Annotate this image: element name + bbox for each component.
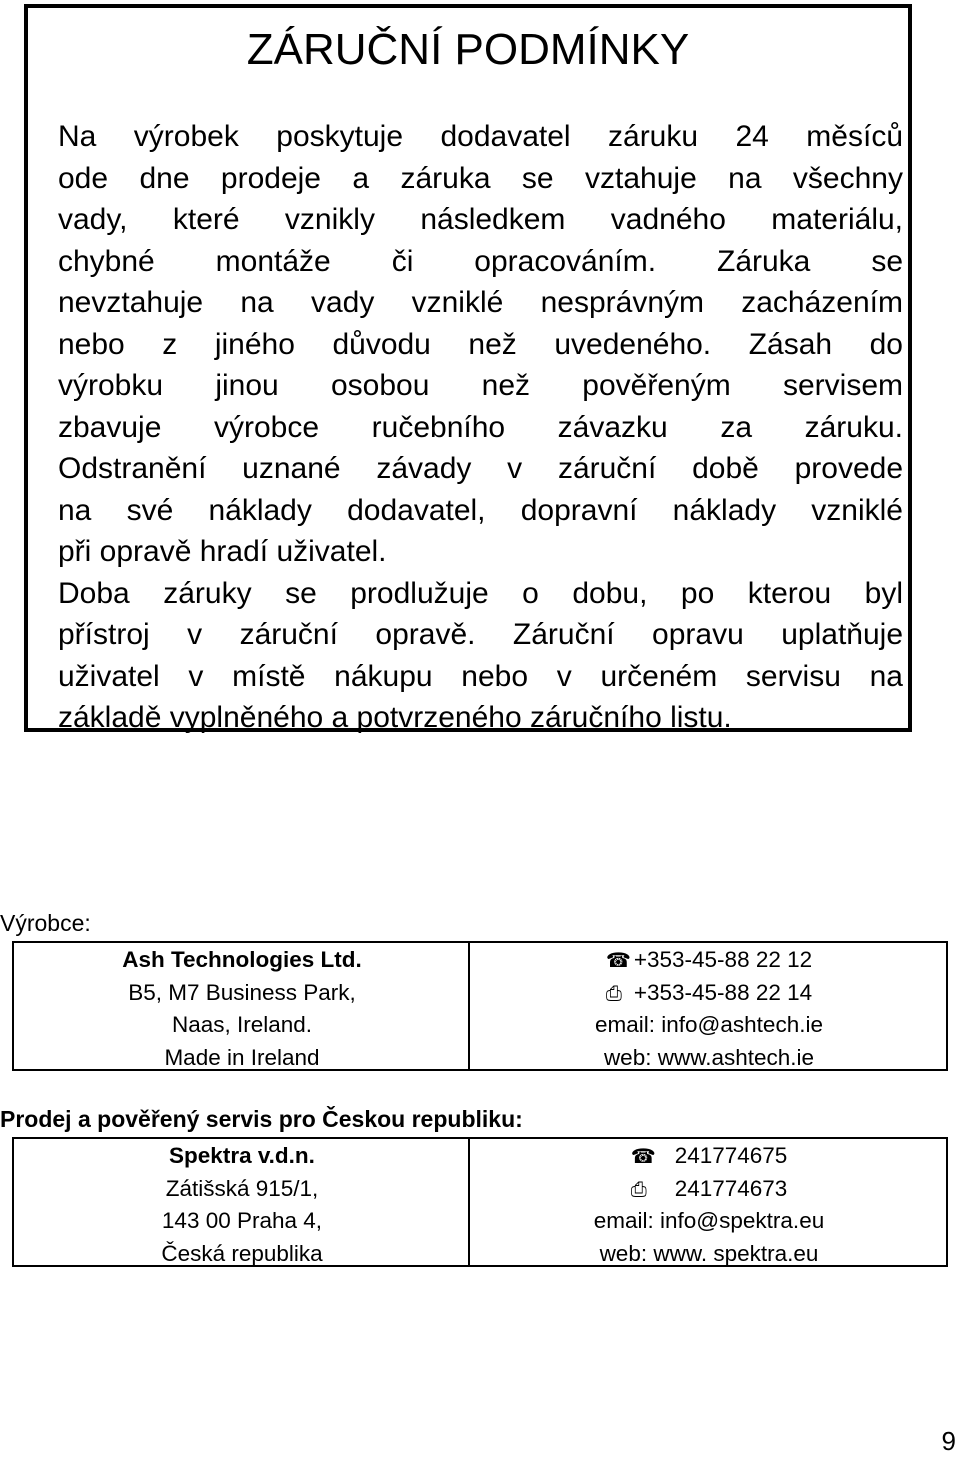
distributor-address xyxy=(14,1140,470,1270)
warranty-line: uživatel v místě nákupu nebo v určeném servisu na xyxy=(58,659,903,693)
distributor-address-line: Česká republika xyxy=(161,1240,323,1266)
warranty-line: nevztahuje na vady vzniklé nesprávným zacházením xyxy=(58,286,903,319)
manufacturer-address-line: B5, M7 Business Park, xyxy=(128,979,356,1005)
warranty-line: Odstranění uznané závady v záruční době provede xyxy=(58,452,903,485)
warranty-conditions-box xyxy=(24,4,912,732)
warranty-line: přístroj v záruční opravě. Záruční opravu uplatňuje xyxy=(58,618,903,651)
distributor-contact-table xyxy=(12,1137,948,1267)
warranty-text xyxy=(58,116,903,739)
warranty-line: chybné montáže či opracováním. Záruka se xyxy=(58,244,903,278)
manufacturer-contacts xyxy=(470,944,948,1074)
manufacturer-label: Výrobce: xyxy=(0,910,91,936)
distributor-address-line: Zátišská 915/1, xyxy=(165,1175,319,1201)
warranty-line: vady, které vznikly následkem vadného materiálu, xyxy=(58,203,903,236)
distributor-fax: 241774673 xyxy=(674,1175,788,1201)
fax-icon: ⎙ xyxy=(630,1176,647,1201)
distributor-address-line: 143 00 Praha 4, xyxy=(161,1208,323,1233)
manufacturer-address-line: Made in Ireland xyxy=(164,1044,320,1070)
distributor-contacts xyxy=(470,1140,948,1270)
manufacturer-contact-table xyxy=(12,941,948,1071)
distributor-fax-row xyxy=(470,1173,948,1206)
page-title: ZÁRUČNÍ PODMÍNKY xyxy=(246,25,690,74)
manufacturer-fax: +353-45-88 22 14 xyxy=(633,979,813,1005)
warranty-line: při opravě hradí uživatel. xyxy=(58,535,387,568)
distributor-web: web: www. spektra.eu xyxy=(599,1240,819,1266)
warranty-line: Doba záruky se prodlužuje o dobu, po kterou byl xyxy=(58,576,903,610)
telephone-icon: ☎ xyxy=(630,1144,656,1168)
manufacturer-address-line: Naas, Ireland. xyxy=(171,1012,313,1037)
manufacturer-name: Ash Technologies Ltd. xyxy=(122,947,362,972)
warranty-line: na své náklady dodavatel, dopravní náklady vzniklé xyxy=(58,493,903,527)
manufacturer-phone-row xyxy=(470,944,948,977)
manufacturer-email: email: info@ashtech.ie xyxy=(595,1012,823,1037)
distributor-email: email: info@spektra.eu xyxy=(593,1208,825,1233)
warranty-line: základě vyplněného a potvrzeného záručního listu. xyxy=(58,701,732,734)
warranty-line: nebo z jiného důvodu než uvedeného. Zásah do xyxy=(58,327,903,361)
warranty-line: Na výrobek poskytuje dodavatel záruku 24 měsíců xyxy=(58,120,903,153)
warranty-line: zbavuje výrobce ručebního závazku za záruku. xyxy=(58,410,903,444)
manufacturer-address xyxy=(14,944,470,1074)
manufacturer-fax-row xyxy=(470,977,948,1010)
manufacturer-phone: +353-45-88 22 12 xyxy=(633,947,813,972)
distributor-label: Prodej a pověřený servis pro Českou republiku: xyxy=(0,1106,523,1132)
warranty-line: výrobku jinou osobou než pověřeným servisem xyxy=(58,369,903,402)
distributor-name: Spektra v.d.n. xyxy=(169,1143,315,1168)
page-number: 9 xyxy=(941,1426,956,1456)
distributor-phone-row xyxy=(470,1140,948,1173)
warranty-line: ode dne prodeje a záruka se vztahuje na všechny xyxy=(58,161,903,195)
distributor-phone: 241774675 xyxy=(674,1143,788,1168)
fax-icon: ⎙ xyxy=(605,980,622,1005)
manufacturer-web: web: www.ashtech.ie xyxy=(603,1044,815,1070)
telephone-icon: ☎ xyxy=(605,948,631,972)
